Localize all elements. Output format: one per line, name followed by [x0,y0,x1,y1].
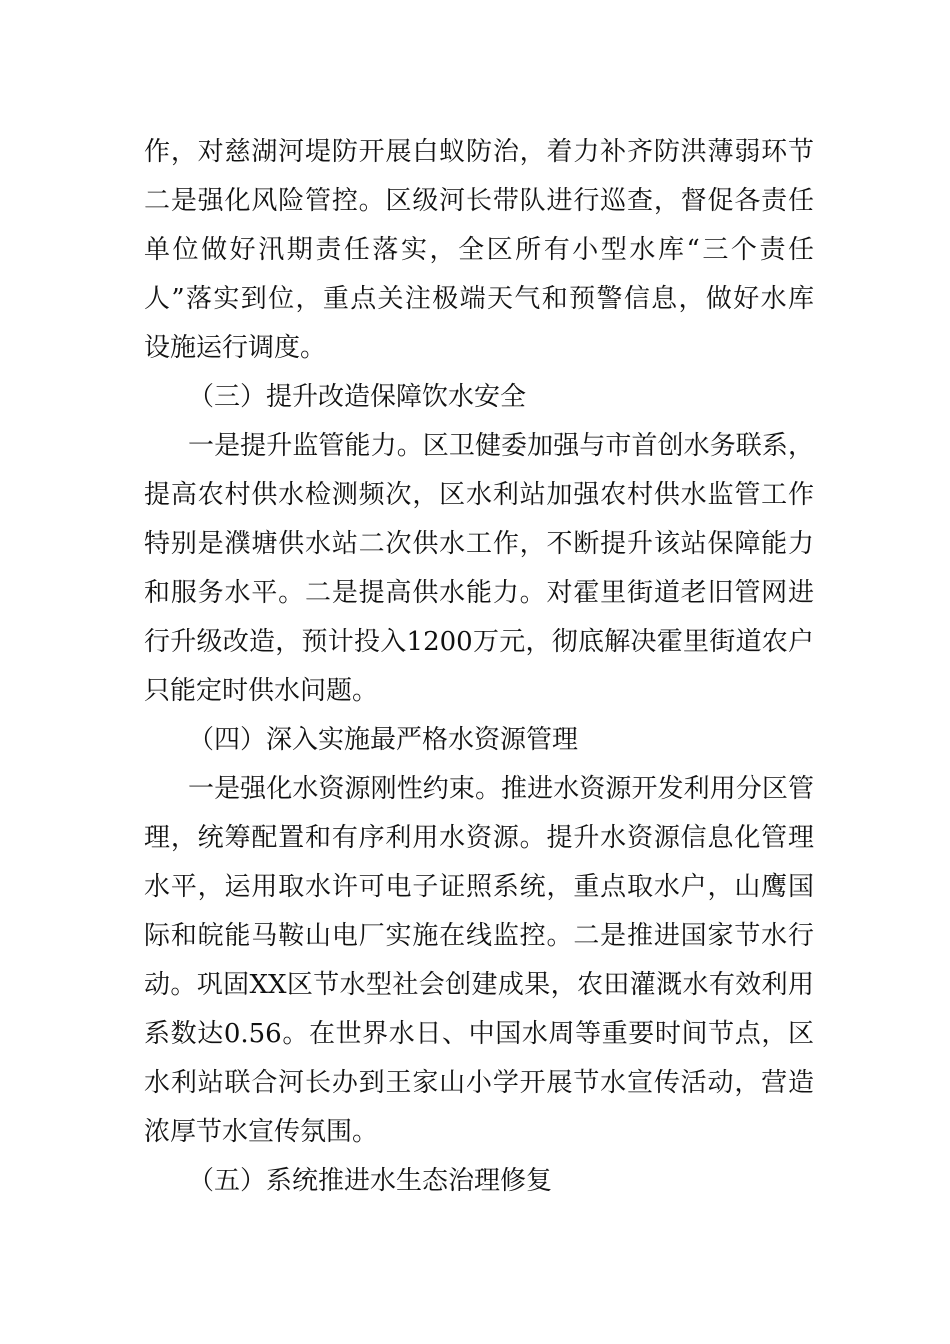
paragraph-line: 一是提升监管能力。区卫健委加强与市首创水务联系， [188,431,814,461]
paragraph-line: 只能定时供水问题。 [144,676,379,706]
section-heading-4: （四）深入实施最严格水资源管理 [188,725,579,755]
paragraph-line: 水平，运用取水许可电子证照系统，重点取水户，山鹰国 [144,872,814,902]
paragraph-line: 设施运行调度。 [144,333,327,363]
paragraph-line: 一是强化水资源刚性约束。推进水资源开发利用分区管 [188,774,814,804]
paragraph-line: 特别是濮塘供水站二次供水工作，不断提升该站保障能力 [144,529,814,559]
paragraph-line: 作，对慈湖河堤防开展白蚁防治，着力补齐防洪薄弱环节 [144,137,814,167]
paragraph-line: 系数达0.56。在世界水日、中国水周等重要时间节点，区 [144,1019,814,1049]
paragraph-line: 人”落实到位，重点关注极端天气和预警信息，做好水库 [144,284,814,314]
paragraph-line: 和服务水平。二是提高供水能力。对霍里街道老旧管网进 [144,578,814,608]
paragraph-line: 动。巩固XX区节水型社会创建成果，农田灌溉水有效利用 [144,970,814,1000]
paragraph-line: 理，统筹配置和有序利用水资源。提升水资源信息化管理 [144,823,814,853]
paragraph-line: 二是强化风险管控。区级河长带队进行巡查，督促各责任 [144,186,814,216]
paragraph-line: 行升级改造，预计投入1200万元，彻底解决霍里街道农户 [144,627,814,657]
document-body [144,128,814,1206]
paragraph-line: 单位做好汛期责任落实，全区所有小型水库“三个责任 [144,235,814,265]
paragraph-line: 提高农村供水检测频次，区水利站加强农村供水监管工作 [144,480,814,510]
paragraph-line: 水利站联合河长办到王家山小学开展节水宣传活动，营造 [144,1068,814,1098]
paragraph-line: 际和皖能马鞍山电厂实施在线监控。二是推进国家节水行 [144,921,814,951]
paragraph-line: 浓厚节水宣传氛围。 [144,1117,379,1147]
section-heading-5: （五）系统推进水生态治理修复 [188,1166,553,1196]
section-heading-3: （三）提升改造保障饮水安全 [188,382,527,412]
